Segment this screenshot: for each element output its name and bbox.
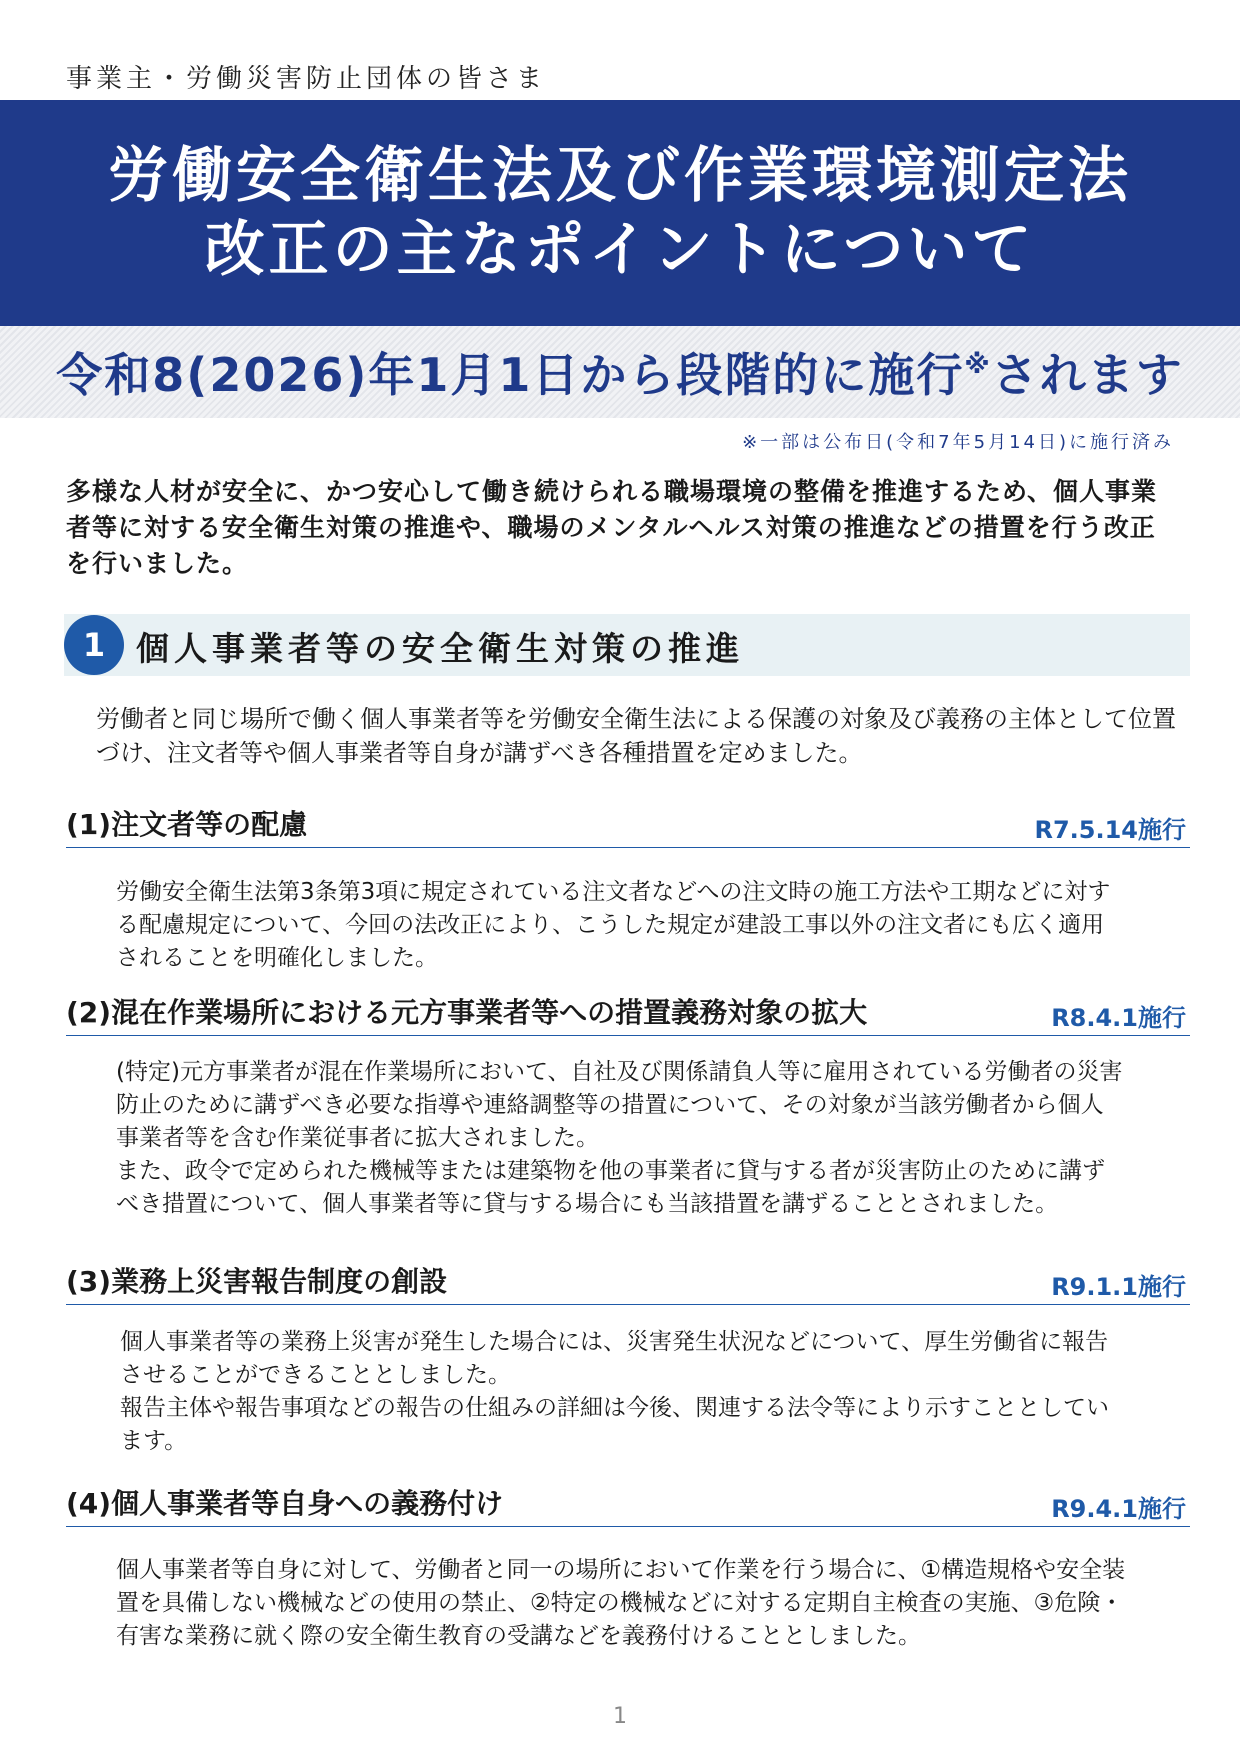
subsection-body-3 — [120, 1326, 1130, 1458]
subsection-paragraph: また、政令で定められた機械等または建築物を他の事業者に貸与する者が災害防止のために講ずべき措置について、個人事業者等に貸与する場合にも当該措置を講ずることとされました。 — [116, 1158, 1105, 1217]
subsection-paragraph: (特定)元方事業者が混在作業場所において、自社及び関係請負人等に雇用されている労働者の災害防止のために講ずべき必要な指導や連絡調整等の措置について、その対象が当該労働者から個人事業者等を含む作業従事者に拡大されました。 — [116, 1059, 1123, 1151]
subsection-header-2 — [66, 993, 1190, 1036]
section-title: 個人事業者等の安全衛生対策の推進 — [136, 629, 744, 668]
subsection-header-4 — [66, 1484, 1190, 1527]
effective-date-text — [56, 339, 1183, 405]
enforcement-date: R9.1.1施行 — [1051, 1273, 1186, 1301]
subsection-header-1 — [66, 805, 1190, 848]
subsection-title: (1)注文者等の配慮 — [66, 808, 308, 841]
page-title-line2: 改正の主なポイントについて — [204, 215, 1036, 285]
section-intro: 労働者と同じ場所で働く個人事業者等を労働安全衛生法による保護の対象及び義務の主体として位置づけ、注文者等や個人事業者等自身が講ずべき各種措置を定めました。 — [96, 705, 1176, 767]
intro-paragraph: 多様な人材が安全に、かつ安心して働き続けられる職場環境の整備を推進するため、個人事業者等に対する安全衛生対策の推進や、職場のメンタルヘルス対策の推進などの措置を行う改正を行いました。 — [66, 477, 1158, 578]
subsection-body-4: 個人事業者等自身に対して、労働者と同一の場所において作業を行う場合に、①構造規格や安全装置を具備しない機械などの使用の禁止、②特定の機械などに対する定期自主検査の実施、③危険・有害な業務に就く際の安全衛生教育の受講などを義務付けることとしました。 — [116, 1557, 1126, 1649]
section-number-badge: 1 — [64, 615, 124, 675]
subsection-title: (2)混在作業場所における元方事業者等への措置義務対象の拡大 — [66, 996, 868, 1029]
title-banner — [0, 100, 1240, 326]
subsection-title: (3)業務上災害報告制度の創設 — [66, 1265, 448, 1298]
section-header — [64, 614, 1190, 676]
enforcement-date: R9.4.1施行 — [1051, 1495, 1186, 1523]
enforcement-date: R8.4.1施行 — [1051, 1004, 1186, 1032]
effective-date-band — [0, 326, 1240, 418]
enforcement-date: R7.5.14施行 — [1034, 816, 1186, 844]
subsection-paragraph: 報告主体や報告事項などの報告の仕組みの詳細は今後、関連する法令等により示すこととしています。 — [120, 1395, 1109, 1454]
effective-date-suffix: されます — [991, 348, 1184, 402]
effective-date-mark: ※ — [964, 350, 992, 380]
page-number: 1 — [613, 1704, 627, 1729]
subsection-body-1: 労働安全衛生法第3条第3項に規定されている注文者などへの注文時の施工方法や工期などに対する配慮規定について、今回の法改正により、こうした規定が建設工事以外の注文者にも広く適用されることを明確化しました。 — [116, 879, 1111, 971]
subsection-header-3 — [66, 1262, 1190, 1305]
subsection-body-2 — [116, 1056, 1126, 1221]
subsection-title: (4)個人事業者等自身への義務付け — [66, 1487, 504, 1520]
effective-date-main: 令和8(2026)年1月1日から段階的に施行 — [56, 348, 965, 402]
partial-enforcement-note: ※一部は公布日(令和7年5月14日)に施行済み — [742, 432, 1174, 453]
page-title-line1: 労働安全衛生法及び作業環境測定法 — [108, 141, 1132, 211]
subsection-paragraph: 個人事業者等の業務上災害が発生した場合には、災害発生状況などについて、厚生労働省に報告させることができることとしました。 — [120, 1329, 1109, 1388]
audience-line: 事業主・労働災害防止団体の皆さま — [66, 64, 547, 94]
